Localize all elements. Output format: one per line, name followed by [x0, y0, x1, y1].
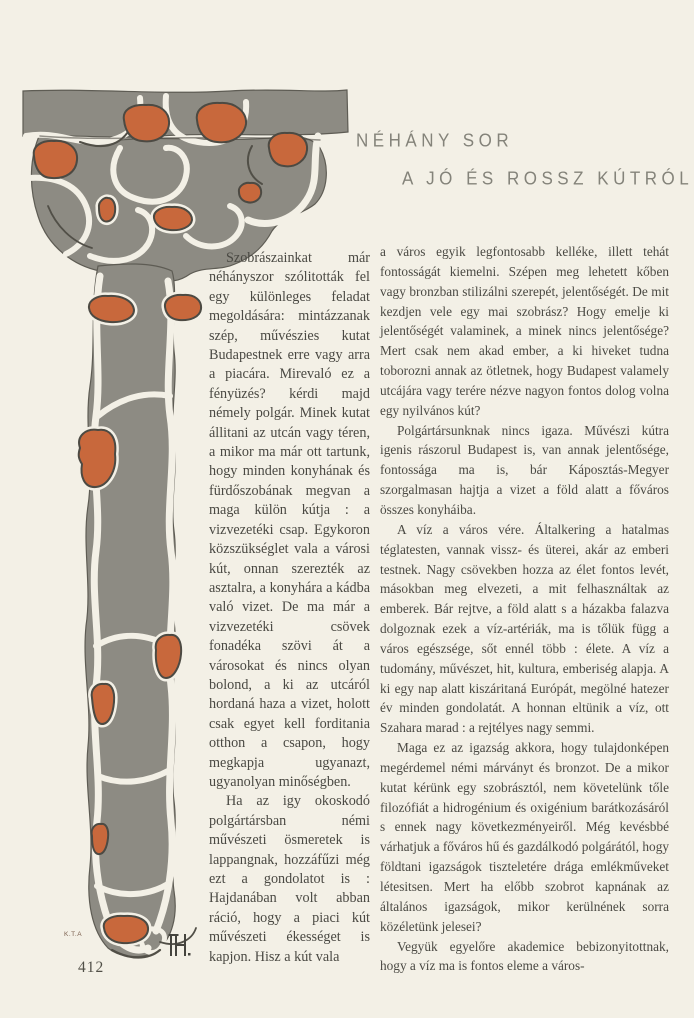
artist-monogram	[168, 932, 192, 958]
paragraph: Vegyük egyelőre akademice bebizonyitottnak, hogy a víz ma is fontos eleme a város-	[380, 938, 669, 974]
article-title-line2: A JÓ ÉS ROSSZ KÚTRÓL	[402, 168, 694, 189]
article-title-line1: NÉHÁNY SOR	[356, 130, 514, 151]
page-number: 412	[78, 959, 105, 976]
paragraph: a város egyik legfontosabb kelléke, illett tehát fontosságát kiemelni. Szépen meg lehetett kőben vagy bronzban stilizálni szerepét, jelentőségét. De mit kezdjen vele egy mai szobrász? Hogy emelje ki jelentőségét valaminek, a minek nincs jelentősége? Mert csak nem akad ember, a ki hiveket tudna toborozni annak az ötletnek, hogy Budapest valamely utcájára vagy terére nézve nagyon fontos dolog volna egy nyilvános kút?	[380, 244, 669, 418]
paragraph: Maga ez az igazság akkora, hogy tulajdonképen megérdemel némi márványt és bronzot. De a mikor kutat kérünk egy szobrásztól, nem követelünk tőle filozófiát a hidrogénium és oxigénium barátkozásáról s ennek nagy következményeiről. Még kevésbbé várhatjuk a főváros hű és gazdálkodó polgárától, hogy földtani igazságok tiszteletére drága emlékműveket létesitsen. Mert ha előbb szobrot kapnának az általános igazságok, mikor kerülnének sorra közéletünk jelesei?	[380, 740, 669, 934]
paragraph: Polgártársunknak nincs igaza. Művészi kútra igenis rászorul Budapest is, van annak jelentősége, fontossága ma is, bár Káposztás-Megyer szorgalmasan hajtja a vizet a föld alatt a főváros összes konyháiba.	[380, 422, 669, 517]
right-text-column	[380, 242, 669, 976]
left-text-column	[209, 249, 370, 967]
paragraph: Szobrászainkat már néhányszor szólitották fel egy különleges feladat megoldására: mintázzanak szép, művészies kutat Budapestnek erre vagy arra a piacára. Mirevaló ez a fényüzés? kérdi majd némely polgár. Minek kutat állitani az utcán vagy téren, a mikor ma már ott tartunk, hogy minden konyhának és fürdőszobának megvan a maga külön kútja : a vizvezetéki csap. Egykoron közszükséglet vala a városi kút, onnan szerezték az asztalra, a konyhára a kádba való vizet. De ma már a vizvezetéki csövek fonadéka szövi át a városokat és nincs olyan bolond, a ki az utcáról hordaná haza a vizet, holott csak egyet kell forditania otthon a csapon, hogy megkapja ugyanazt, ugyanolyan minőségben.	[209, 250, 370, 790]
paragraph: Ha az igy okoskodó polgártársban némi művészeti ösmeretek is lappangnak, hozzáfűzi még ezt a gondolatot is : Hajdanában volt abban ráció, hogy a piaci kút művészeti ékességet is kapjon. Hisz a kút vala	[209, 793, 370, 965]
monogram-period	[188, 953, 191, 956]
paragraph: A víz a város vére. Általkering a hatalmas téglatesten, vannak vissz- és üterei, akár az emberi testnek. Nagy csövekben hozza az élet fontos levét, másokban meg elvezeti, a mit felhasználtak az emberek. Bár rejtve, a föld alatt s a házakba falazva dolgoznak ezek a víz-artériák, ma is tőlük függ a város egészsége, sőt ennél több : élete. A víz a tudomány, művészet, hit, kultura, emberiség alapja. A ki egy nap alatt kiszáritaná Európát, megölné hatezer év minden gondolatát. A honnan eltünik a víz, ott Szahara marad : a rejtélyes nagy semmi.	[380, 521, 669, 736]
artist-signature: K.T.A	[64, 931, 83, 938]
